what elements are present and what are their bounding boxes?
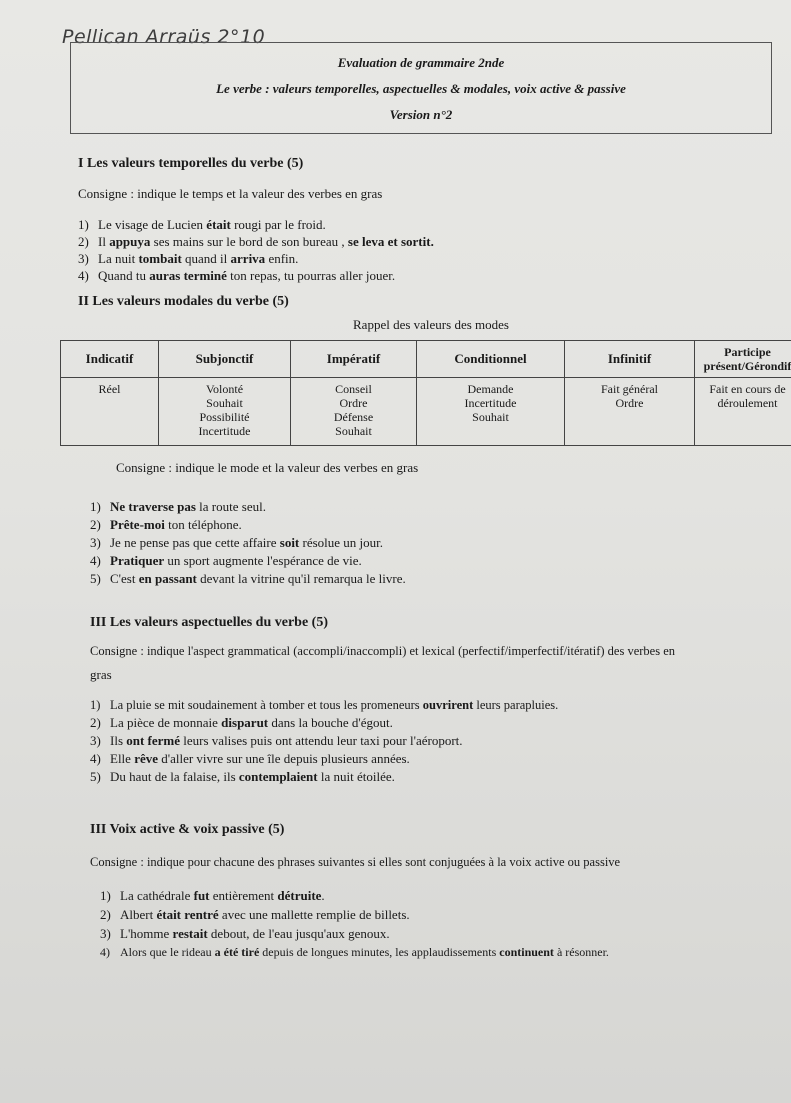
section4-title: III Voix active & voix passive (5) [90, 822, 285, 837]
list-item: 1) La pluie se mit soudainement à tomber et tous les promeneurs ouvrirent leurs parapluies. [90, 698, 559, 712]
section2-title: II Les valeurs modales du verbe (5) [78, 294, 289, 309]
modes-table-caption: Rappel des valeurs des modes [353, 317, 509, 332]
list-item: 2) La pièce de monnaie disparut dans la bouche d'égout. [90, 715, 393, 730]
table-header: Participe présent/Gérondif [695, 341, 791, 378]
table-header: Subjonctif [159, 341, 291, 378]
modes-table [60, 340, 791, 446]
header-box [70, 42, 772, 134]
list-item: 3) Je ne pense pas que cette affaire soit résolue un jour. [90, 535, 384, 550]
section4-consigne: Consigne : indique pour chacune des phrases suivantes si elles sont conjuguées à la voix active ou passive [90, 855, 621, 869]
list-item: 5) C'est en passant devant la vitrine qu'il remarqua le livre. [90, 571, 406, 586]
table-row [61, 378, 791, 446]
header-title: Evaluation de grammaire 2nde [337, 55, 505, 70]
list-item: 3) La nuit tombait quand il arriva enfin. [78, 251, 299, 266]
section1-list [78, 216, 778, 284]
table-header-row [61, 341, 791, 378]
list-item: 2) Albert était rentré avec une mallette remplie de billets. [100, 907, 410, 922]
list-item: 3) L'homme restait debout, de l'eau jusqu'aux genoux. [100, 926, 390, 941]
list-item: 1) Ne traverse pas la route seul. [90, 499, 266, 514]
header-version: Version n°2 [389, 107, 453, 122]
handwritten-name: Pellican Arraüs 2°10 [62, 26, 266, 48]
section3-consigne: Consigne : indique l'aspect grammatical (accompli/inaccompli) et lexical (perfectif/imperfectif/itératif) des verbes en gras [90, 644, 675, 682]
section4-list [100, 886, 790, 962]
table-header: Conditionnel [417, 341, 565, 378]
list-item: 4) Pratiquer un sport augmente l'espérance de vie. [90, 553, 362, 568]
section1-title: I Les valeurs temporelles du verbe (5) [78, 156, 304, 171]
list-item: 1) Le visage de Lucien était rougi par le froid. [78, 217, 326, 232]
list-item: 4) Quand tu auras terminé ton repas, tu pourras aller jouer. [78, 268, 396, 283]
list-item: 1) La cathédrale fut entièrement détruite. [100, 888, 325, 903]
table-cell: Demande Incertitude Souhait [417, 378, 565, 446]
list-item: 4) Elle rêve d'aller vivre sur une île depuis plusieurs années. [90, 751, 410, 766]
table-header: Impératif [291, 341, 417, 378]
header-subtitle: Le verbe : valeurs temporelles, aspectuelles & modales, voix active & passive [216, 81, 626, 96]
table-cell: Fait en cours de déroulement [695, 378, 791, 446]
list-item: 2) Il appuya ses mains sur le bord de son bureau , se leva et sortit. [78, 234, 434, 249]
section3-title: III Les valeurs aspectuelles du verbe (5) [90, 615, 328, 630]
section2-list [90, 498, 780, 588]
list-item: 2) Prête-moi ton téléphone. [90, 517, 242, 532]
table-cell: Conseil Ordre Défense Souhait [291, 378, 417, 446]
section1-consigne: Consigne : indique le temps et la valeur des verbes en gras [78, 186, 383, 201]
section3-list [90, 696, 790, 786]
table-header: Infinitif [565, 341, 695, 378]
list-item: 3) Ils ont fermé leurs valises puis ont attendu leur taxi pour l'aéroport. [90, 733, 463, 748]
section2-consigne: Consigne : indique le mode et la valeur des verbes en gras [116, 460, 419, 475]
table-header: Indicatif [61, 341, 159, 378]
list-item: 5) Du haut de la falaise, ils contemplaient la nuit étoilée. [90, 769, 395, 784]
table-cell: Volonté Souhait Possibilité Incertitude [159, 378, 291, 446]
table-cell: Réel [61, 378, 159, 446]
list-item: 4) Alors que le rideau a été tiré depuis de longues minutes, les applaudissements continuent à résonner. [100, 945, 609, 959]
table-cell: Fait général Ordre [565, 378, 695, 446]
